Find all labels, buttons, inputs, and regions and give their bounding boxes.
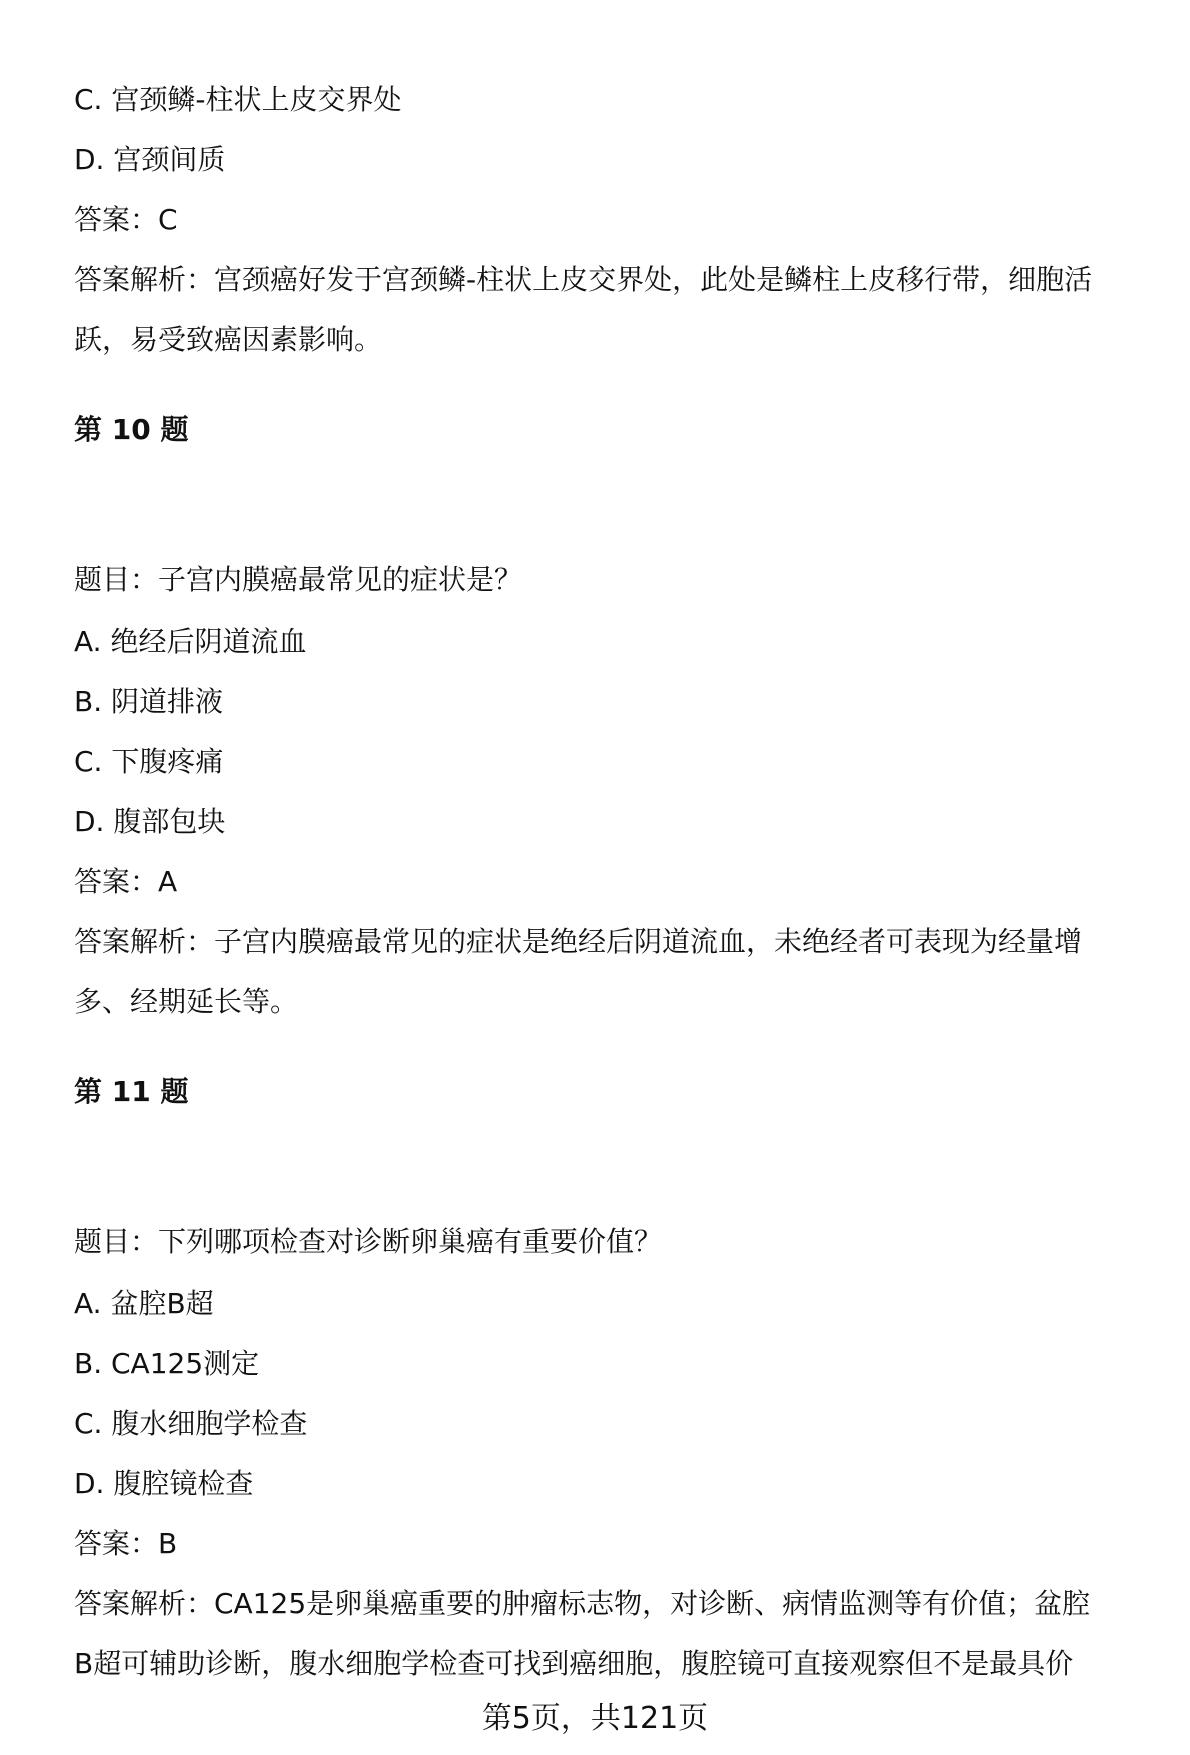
q11-option-b: B. CA125测定: [74, 1347, 260, 1380]
q10-option-a: A. 绝经后阴道流血: [74, 625, 307, 658]
q10-explanation-line1: 答案解析：子宫内膜癌最常见的症状是绝经后阴道流血，未绝经者可表现为经量增: [74, 925, 1083, 958]
prev-explanation-line1: 答案解析：宫颈癌好发于宫颈鳞-柱状上皮交界处，此处是鳞柱上皮移行带，细胞活: [74, 263, 1093, 296]
prev-option-c: C. 宫颈鳞-柱状上皮交界处: [74, 83, 402, 116]
q11-answer: 答案：B: [74, 1527, 178, 1560]
prev-answer: 答案：C: [74, 203, 178, 236]
prev-option-d: D. 宫颈间质: [74, 143, 226, 176]
q11-explanation-line1: 答案解析：CA125是卵巢癌重要的肿瘤标志物，对诊断、病情监测等有价值；盆腔: [74, 1587, 1091, 1620]
q10-answer: 答案：A: [74, 865, 178, 898]
prev-explanation-line2: 跃，易受致癌因素影响。: [74, 323, 383, 356]
q10-option-c: C. 下腹疼痛: [74, 745, 224, 778]
q10-option-d: D. 腹部包块: [74, 805, 226, 838]
q10-question: 题目：子宫内膜癌最常见的症状是？: [74, 563, 523, 596]
q10-option-b: B. 阴道排液: [74, 685, 224, 718]
q11-heading: 第 11 题: [74, 1075, 189, 1108]
q10-heading: 第 10 题: [74, 413, 189, 446]
q11-question: 题目：下列哪项检查对诊断卵巢癌有重要价值？: [74, 1225, 663, 1258]
q11-option-c: C. 腹水细胞学检查: [74, 1407, 308, 1440]
q10-explanation-line2: 多、经期延长等。: [74, 985, 299, 1018]
q11-explanation-line2: B超可辅助诊断，腹水细胞学检查可找到癌细胞，腹腔镜可直接观察但不是最具价: [74, 1647, 1074, 1680]
page-number-footer: 第5页，共121页: [481, 1701, 709, 1736]
q11-option-a: A. 盆腔B超: [74, 1287, 214, 1320]
q11-option-d: D. 腹腔镜检查: [74, 1467, 254, 1500]
